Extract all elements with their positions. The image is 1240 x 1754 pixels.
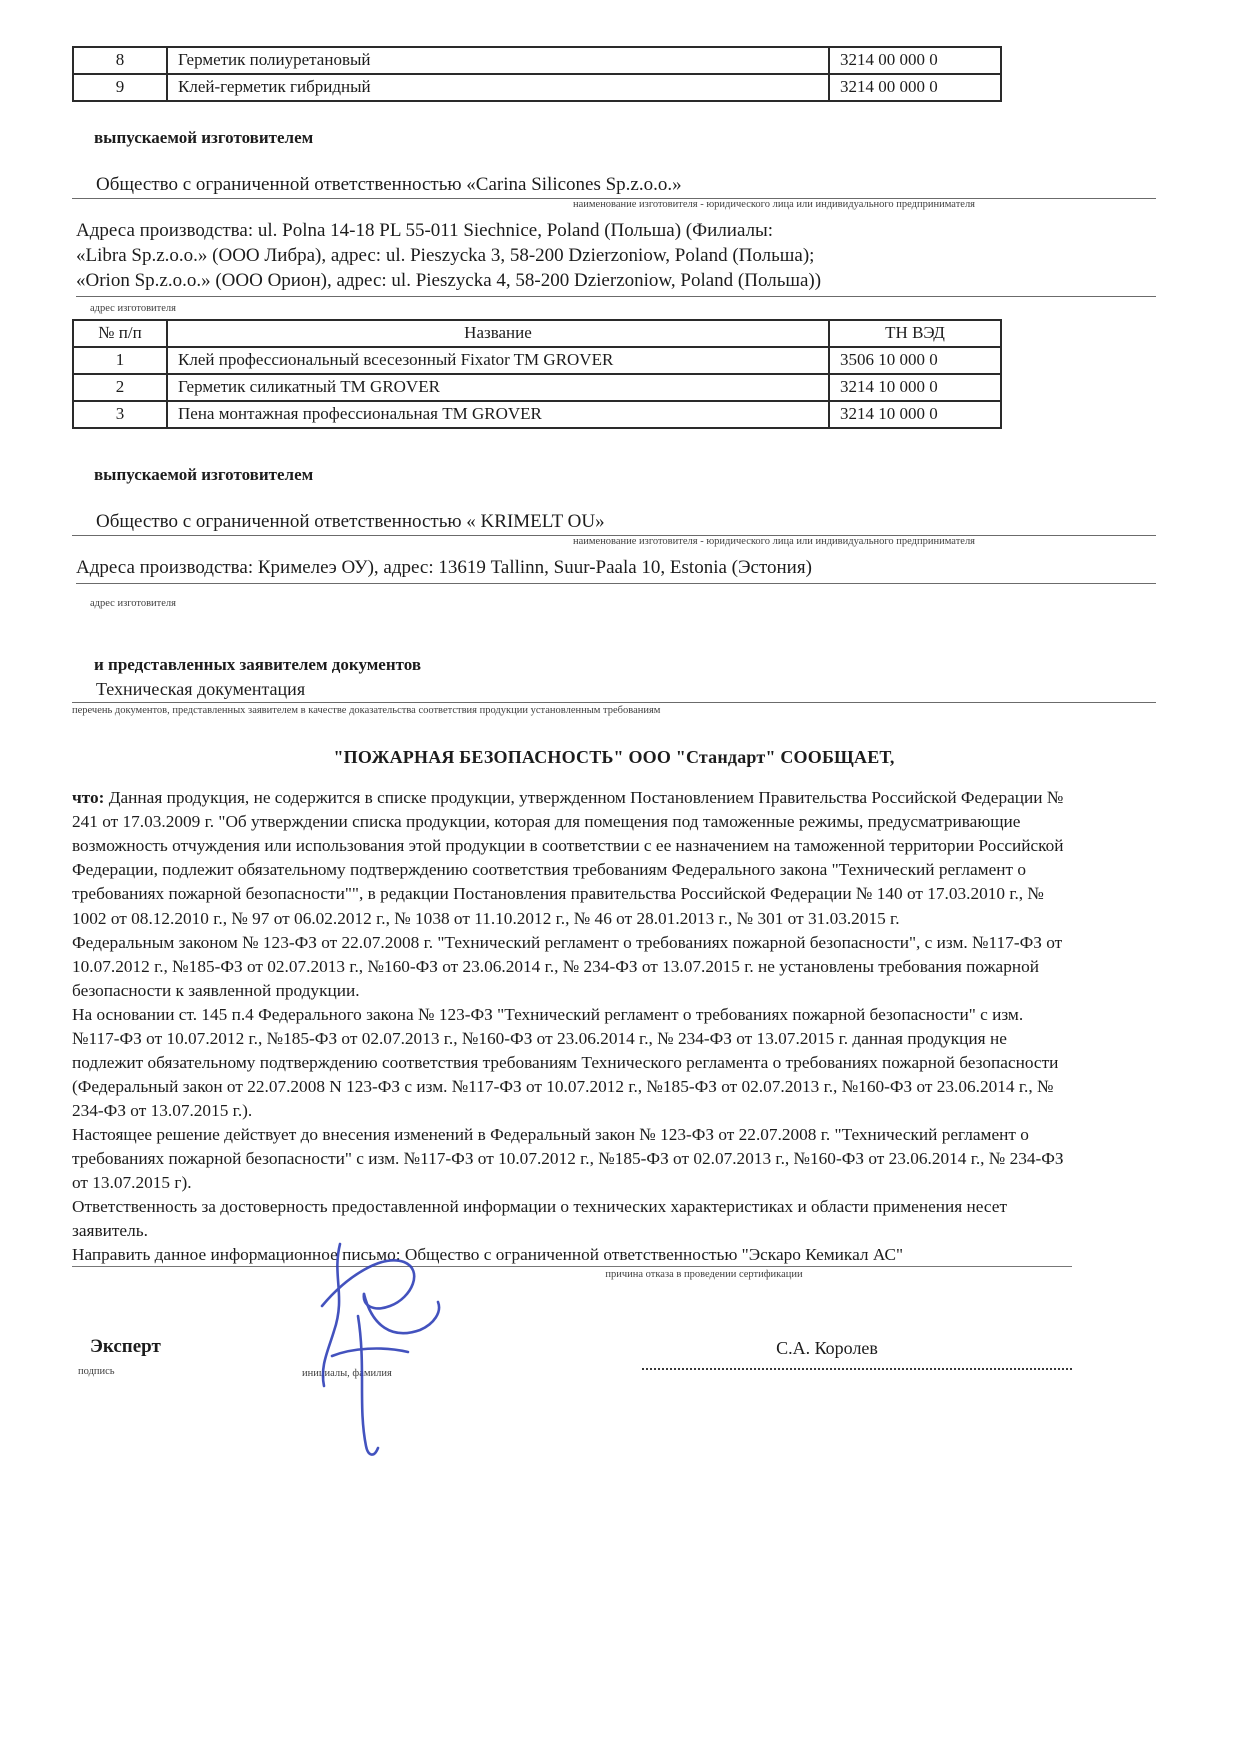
row-number: 3: [73, 401, 167, 428]
table-row: [73, 347, 1001, 374]
body-lead: что:: [72, 788, 105, 808]
product-name: Герметик силикатный TM GROVER: [167, 374, 829, 401]
row-number: 9: [73, 74, 167, 101]
product-name: Герметик полиуретановый: [167, 47, 829, 74]
manufacturer-2-address: [72, 556, 1156, 584]
header-tnved: ТН ВЭД: [829, 320, 1001, 347]
table-row: [73, 47, 1001, 74]
documents-section-label: и представленных заявителем документов: [94, 654, 422, 674]
statement-heading: "ПОЖАРНАЯ БЕЗОПАСНОСТЬ" ООО "Стандарт" СООБЩАЕТ,: [333, 747, 895, 768]
address-line: Адреса производства: ul. Polna 14-18 PL 55-011 Siechnice, Poland (Польша) (Филиалы:: [76, 220, 774, 242]
header-number: № п/п: [73, 320, 167, 347]
manufacturer-1-address: [72, 219, 1156, 296]
body-paragraph: Федеральным законом № 123-ФЗ от 22.07.2008 г. "Технический регламент о требованиях пожарной безопасности", с изм. №117-ФЗ от 10.07.2012 г., №185-ФЗ от 02.07.2013 г., №160-ФЗ от 23.06.2014 г., № 234-ФЗ от 13.07.2015 г. не установлены требования пожарной безопасности к заявленной продукции.: [72, 932, 1063, 1000]
signature-block: [72, 1336, 1156, 1456]
address-line: «Libra Sp.z.o.o.» (ООО Либра), адрес: ul. Pieszycka 3, 58-200 Dzierzoniow, Poland (Польша);: [76, 245, 815, 267]
manufacturer-1-address-caption: адрес изготовителя: [90, 302, 176, 314]
top-product-table: [72, 46, 1002, 102]
forward-letter-caption: причина отказа в проведении сертификации: [605, 1268, 803, 1280]
documents-section-value: Техническая документация: [72, 679, 1156, 703]
statement-body: [72, 786, 1072, 1243]
table-header-row: [73, 320, 1001, 347]
body-paragraph: На основании ст. 145 п.4 Федерального закона № 123-ФЗ "Технический регламент о требованиях пожарной безопасности" с изм. №117-ФЗ от 10.07.2012 г., №185-ФЗ от 02.07.2013 г., №160-ФЗ от 23.06.2014 г., № 234-ФЗ от 13.07.2015 г. данная продукция не подлежит обязательному подтверждению соответствия требованиям Технического регламента о требованиях пожарной безопасности (Федеральный закон от 22.07.2008 N 123-ФЗ с изм. №117-ФЗ от 10.07.2012 г., №185-ФЗ от 02.07.2013 г., №160-ФЗ от 23.06.2014 г., № 234-ФЗ от 13.07.2015 г.).: [72, 1004, 1059, 1120]
forward-letter-line: [72, 1245, 1072, 1267]
product-name: Клей-герметик гибридный: [167, 74, 829, 101]
tnved-code: 3214 10 000 0: [829, 374, 1001, 401]
tnved-code: 3506 10 000 0: [829, 347, 1001, 374]
manufacturer-2-name: Общество с ограниченной ответственностью « KRIMELT OU»: [72, 511, 1156, 536]
tnved-code: 3214 00 000 0: [829, 47, 1001, 74]
tnved-code: 3214 00 000 0: [829, 74, 1001, 101]
row-number: 8: [73, 47, 167, 74]
signature-caption: подпись: [78, 1365, 115, 1377]
manufacturer-1-name-caption: наименование изготовителя - юридического лица или индивидуального предпринимателя: [572, 198, 976, 210]
table-row: [73, 401, 1001, 428]
tnved-code: 3214 10 000 0: [829, 401, 1001, 428]
manufacturer-1-name: Общество с ограниченной ответственностью «Carina Silicones Sp.z.o.o.»: [72, 174, 1156, 199]
body-paragraph: что: Данная продукция, не содержится в списке продукции, утвержденном Постановлением Правительства Российской Федерации № 241 от 17.03.2009 г. "Об утверждении списка продукции, которая для помещения под таможенные режимы, предусматривающие возможность отчуждения или использования этой продукции в соответствии с ее назначением на таможенной территории Российской Федерации, подлежит обязательному подтверждению соответствия требованиям Федерального закона "Технический регламент о требованиях пожарной безопасности"", в редакции Постановления правительства Российской Федерации № 140 от 17.03.2010 г., № 1002 от 08.12.2010 г., № 97 от 06.02.2012 г., № 1038 от 11.10.2012 г., № 46 от 28.01.2013 г., № 301 от 31.03.2015 г.: [72, 788, 1064, 928]
table-row: [73, 374, 1001, 401]
products-table: [72, 319, 1002, 429]
expert-name: С.А. Королев: [776, 1337, 878, 1358]
table-row: [73, 74, 1001, 101]
address-line: «Orion Sp.z.o.o.» (ООО Орион), адрес: ul. Pieszycka 4, 58-200 Dzierzoniow, Poland (Польша)): [76, 269, 1156, 297]
manufacturer-2-name-caption: наименование изготовителя - юридического лица или индивидуального предпринимателя: [572, 535, 976, 547]
section-label-issued-by-2: выпускаемой изготовителем: [94, 464, 314, 484]
product-name: Клей профессиональный всесезонный Fixator TM GROVER: [167, 347, 829, 374]
forward-letter-text: Направить данное информационное письмо: Общество с ограниченной ответственностью "Эскаро Кемикал АС": [72, 1245, 1072, 1267]
manufacturer-2-address-caption: адрес изготовителя: [90, 598, 176, 610]
product-name: Пена монтажная профессиональная TM GROVER: [167, 401, 829, 428]
row-number: 2: [73, 374, 167, 401]
initials-caption: инициалы, фамилия: [302, 1367, 392, 1379]
body-paragraph: Настоящее решение действует до внесения изменений в Федеральный закон № 123-ФЗ от 22.07.2008 г. "Технический регламент о требованиях пожарной безопасности" с изм. №117-ФЗ от 10.07.2012 г., №185-ФЗ от 02.07.2013 г., №160-ФЗ от 23.06.2014 г., № 234-ФЗ от 13.07.2015 г).: [72, 1124, 1064, 1192]
address-line: Адреса производства: Кримелеэ ОУ), адрес: 13619 Tallinn, Suur-Paala 10, Estonia (Эстония): [76, 556, 1156, 584]
documents-section-caption: перечень документов, представленных заявителем в качестве доказательства соответствия продукции установленным требованиям: [72, 704, 661, 716]
row-number: 1: [73, 347, 167, 374]
body-paragraph: Ответственность за достоверность предоставленной информации о технических характеристиках и области применения несет заявитель.: [72, 1196, 1007, 1240]
section-label-issued-by-1: выпускаемой изготовителем: [94, 127, 314, 147]
expert-label: Эксперт: [90, 1335, 161, 1357]
signature-ruling-dotted-line: [642, 1368, 1072, 1370]
header-name: Название: [167, 320, 829, 347]
